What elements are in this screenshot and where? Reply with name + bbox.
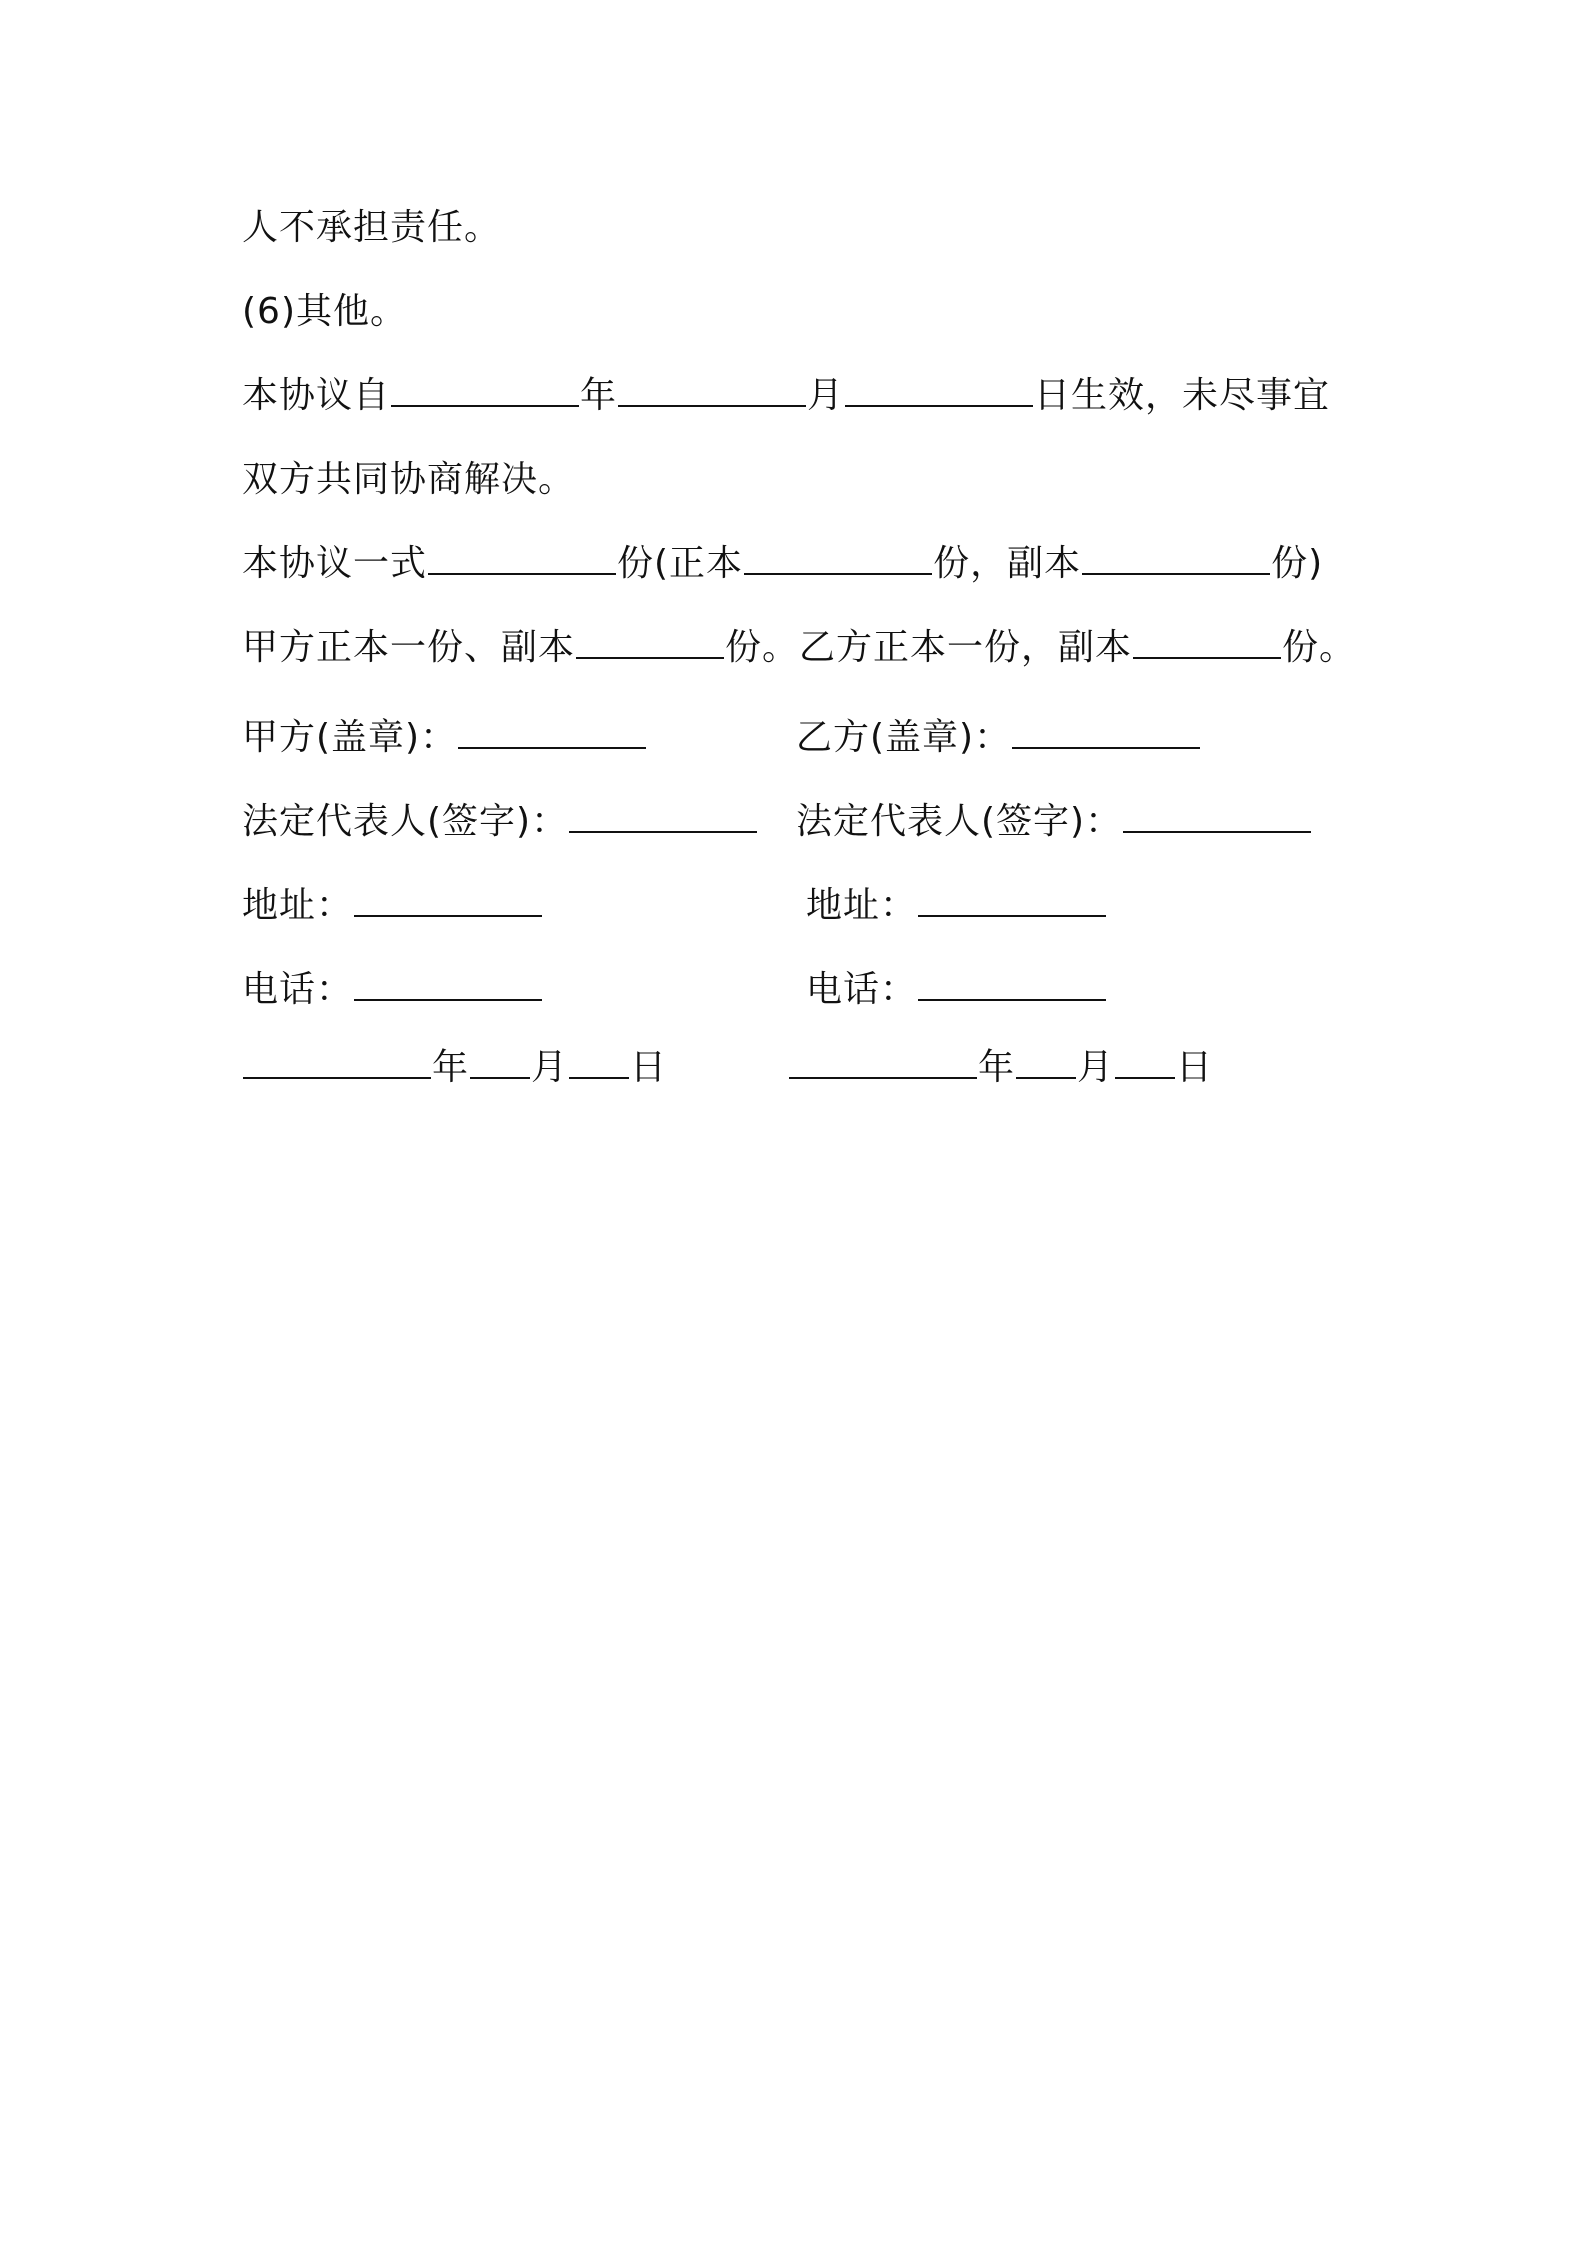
party-b-year-label: 年 [978, 1047, 1016, 1088]
party-a-day-blank[interactable] [569, 1047, 629, 1079]
effective-day-blank[interactable] [845, 375, 1033, 407]
party-a-seal-blank[interactable] [458, 717, 646, 749]
party-b-rep-line [796, 798, 1312, 846]
effective-month-label: 月 [807, 375, 845, 416]
party-a-rep-label: 法定代表人(签字)： [242, 801, 569, 842]
effective-date-line [242, 372, 1330, 420]
party-b-phone-label: 电话： [806, 969, 918, 1010]
effective-month-blank[interactable] [618, 375, 806, 407]
effective-prefix: 本协议自 [242, 375, 391, 416]
distribution-suffix: 份。 [1282, 627, 1357, 668]
text-line-negotiation [242, 456, 575, 504]
party-a-year-blank[interactable] [243, 1047, 431, 1079]
party-a-duplicate-blank[interactable] [576, 627, 724, 659]
party-b-rep-blank[interactable] [1123, 801, 1311, 833]
liability-text: 人不承担责任。 [242, 207, 502, 248]
party-b-address-blank[interactable] [918, 885, 1106, 917]
party-b-month-blank[interactable] [1016, 1047, 1076, 1079]
party-b-month-label: 月 [1077, 1047, 1115, 1088]
party-a-phone-label: 电话： [242, 969, 354, 1010]
other-clause-text: (6)其他。 [242, 291, 407, 332]
party-b-seal-blank[interactable] [1012, 717, 1200, 749]
party-b-seal-label: 乙方(盖章)： [796, 717, 1012, 758]
party-a-seal-label: 甲方(盖章)： [242, 717, 458, 758]
party-a-month-blank[interactable] [470, 1047, 530, 1079]
party-a-phone-line [242, 966, 543, 1014]
party-a-rep-blank[interactable] [569, 801, 757, 833]
text-line-other [242, 288, 407, 336]
copies-original-blank[interactable] [744, 543, 932, 575]
party-a-address-line [242, 882, 543, 930]
party-a-year-label: 年 [432, 1047, 470, 1088]
party-a-date-line [242, 1044, 667, 1092]
copies-part2: 份，副本 [933, 543, 1082, 584]
party-b-seal-line [796, 714, 1201, 762]
party-a-seal-line [242, 714, 647, 762]
party-b-address-line [806, 882, 1107, 930]
text-line-liability [242, 204, 501, 252]
party-b-phone-blank[interactable] [918, 969, 1106, 1001]
party-b-duplicate-blank[interactable] [1133, 627, 1281, 659]
copies-part3: 份) [1271, 543, 1324, 584]
party-b-date-line [788, 1044, 1213, 1092]
effective-year-label: 年 [580, 375, 618, 416]
distribution-line [242, 624, 1356, 672]
distribution-middle: 份。乙方正本一份，副本 [725, 627, 1133, 668]
party-a-month-label: 月 [531, 1047, 569, 1088]
party-a-address-blank[interactable] [354, 885, 542, 917]
copies-part1: 份(正本 [617, 543, 744, 584]
copies-duplicate-blank[interactable] [1082, 543, 1270, 575]
negotiation-text: 双方共同协商解决。 [242, 459, 576, 500]
party-b-year-blank[interactable] [789, 1047, 977, 1079]
party-b-address-label: 地址： [806, 885, 918, 926]
party-a-phone-blank[interactable] [354, 969, 542, 1001]
effective-suffix: 日生效，未尽事宜 [1034, 375, 1331, 416]
effective-year-blank[interactable] [391, 375, 579, 407]
copies-total-blank[interactable] [428, 543, 616, 575]
party-b-day-blank[interactable] [1115, 1047, 1175, 1079]
copies-prefix: 本协议一式 [242, 543, 428, 584]
party-a-day-label: 日 [630, 1047, 668, 1088]
party-b-day-label: 日 [1176, 1047, 1214, 1088]
party-b-phone-line [806, 966, 1107, 1014]
copies-line [242, 540, 1323, 588]
distribution-prefix: 甲方正本一份、副本 [242, 627, 576, 668]
party-a-rep-line [242, 798, 758, 846]
party-b-rep-label: 法定代表人(签字)： [796, 801, 1123, 842]
party-a-address-label: 地址： [242, 885, 354, 926]
